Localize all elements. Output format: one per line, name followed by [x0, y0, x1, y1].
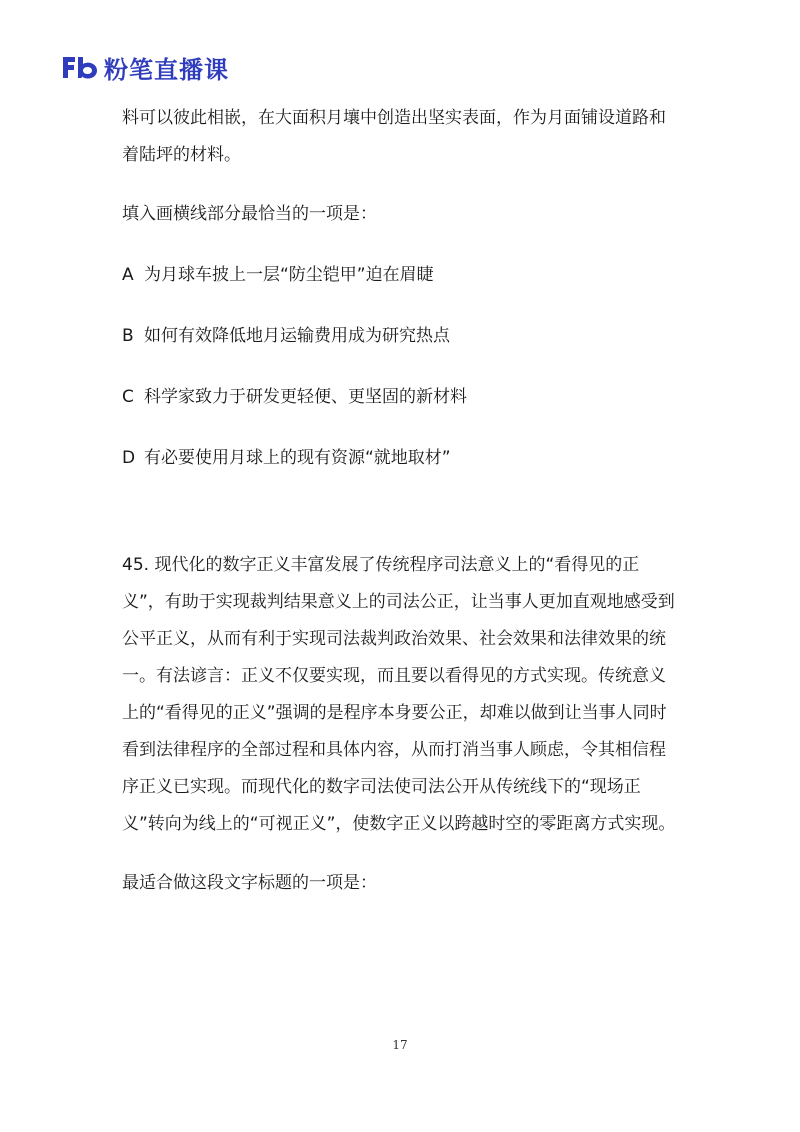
option-letter: B [122, 326, 134, 346]
question-45-prompt: 最适合做这段文字标题的一项是： [122, 873, 377, 893]
brand-name: 粉笔直播课 [104, 55, 229, 84]
page-header [60, 52, 229, 82]
fb-logo-icon [60, 54, 100, 80]
option-a [122, 257, 682, 294]
option-letter: D [122, 448, 136, 468]
passage-continuation: 料可以彼此相嵌，在大面积月壤中创造出坚实表面，作为月面铺设道路和着陆坪的材料。 [122, 108, 666, 165]
option-c [122, 379, 682, 416]
option-letter: A [122, 265, 134, 285]
question-45-passage: 45. 现代化的数字正义丰富发展了传统程序司法意义上的“看得见的正义”，有助于实现裁判结果意义上的司法公正，让当事人更加直观地感受到公平正义，从而有利于实现司法裁判政治效果、社会效果和法律效果的统一。有法谚言：正义不仅要实现，而且要以看得见的方式实现。传统意义上的“看得见的正义”强调的是程序本身要公正，却难以做到让当事人同时看到法律程序的全部过程和具体内容，从而打消当事人顾虑，令其相信程序正义已实现。而现代化的数字司法使司法公开从传统线下的“现场正义”转向为线上的“可视正义”，使数字正义以跨越时空的零距离方式实现。 [122, 555, 676, 834]
option-text: 有必要使用月球上的现有资源“就地取材” [144, 448, 451, 468]
document-body [122, 100, 682, 902]
option-d [122, 440, 682, 477]
option-text: 如何有效降低地月运输费用成为研究热点 [144, 326, 450, 346]
option-b [122, 318, 682, 355]
option-text: 为月球车披上一层“防尘铠甲”迫在眉睫 [144, 265, 434, 285]
option-text: 科学家致力于研发更轻便、更坚固的新材料 [144, 387, 467, 407]
question-prompt: 填入画横线部分最恰当的一项是： [122, 204, 377, 224]
page-number: 17 [392, 1038, 408, 1052]
option-letter: C [122, 387, 134, 407]
